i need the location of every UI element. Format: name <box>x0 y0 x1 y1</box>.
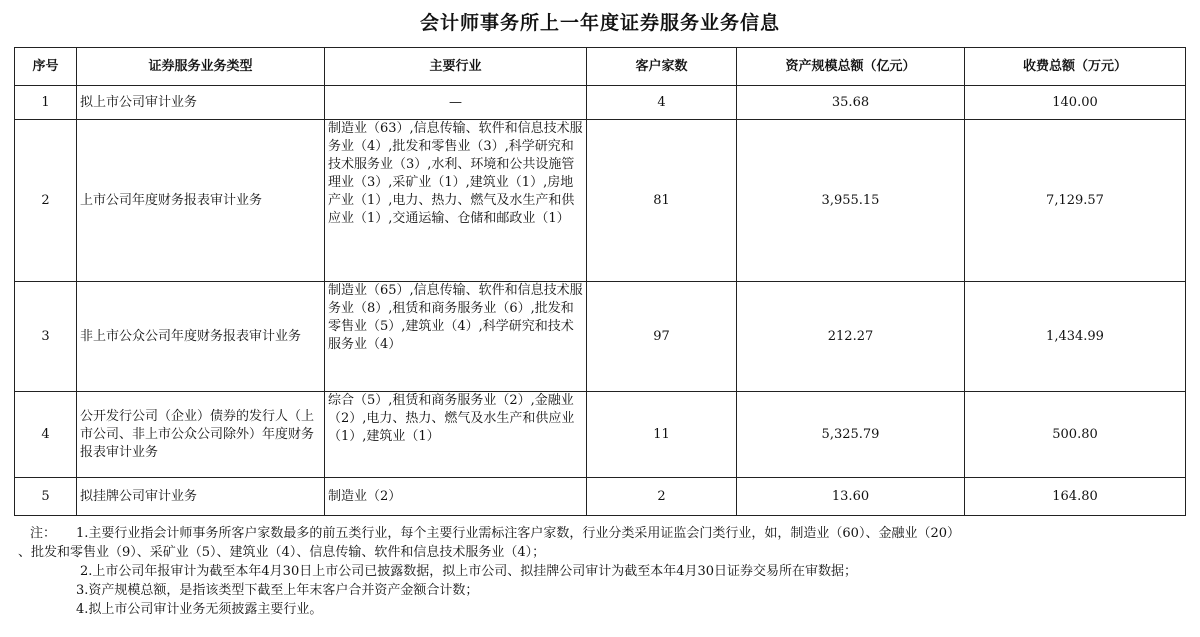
table-header-row <box>15 48 1186 86</box>
document-title: 会计师事务所上一年度证券服务业务信息 <box>419 12 780 34</box>
cell-no: 3 <box>15 282 77 392</box>
cell-total-fees: 1,434.99 <box>965 282 1186 392</box>
table-row <box>15 478 1186 516</box>
note-item: 2.上市公司年报审计为截至本年4月30日上市公司已披露数据，拟上市公司、拟挂牌公司审计为截至本年4月30日证券交易所在审数据； <box>80 564 858 579</box>
note-item: 3.资产规模总额，是指该类型下截至上年末客户合并资产金额合计数； <box>76 583 479 598</box>
cell-main-industry: 制造业（65）,信息传输、软件和信息技术服务业（8）,租赁和商务服务业（6）,批发和零售业（5）,建筑业（4）,科学研究和技术服务业（4） <box>325 282 587 392</box>
table-row <box>15 282 1186 392</box>
note-item: 4.拟上市公司审计业务无须披露主要行业。 <box>76 602 323 617</box>
cell-no: 2 <box>15 120 77 282</box>
header-total-fees: 收费总额（万元） <box>965 48 1186 86</box>
cell-total-fees: 140.00 <box>965 86 1186 120</box>
header-total-assets: 资产规模总额（亿元） <box>737 48 965 86</box>
cell-client-count: 11 <box>587 392 737 478</box>
securities-service-table <box>14 47 1186 516</box>
cell-total-assets: 5,325.79 <box>737 392 965 478</box>
cell-client-count: 81 <box>587 120 737 282</box>
cell-no: 1 <box>15 86 77 120</box>
table-row <box>15 86 1186 120</box>
header-client-count: 客户家数 <box>587 48 737 86</box>
notes-label: 注： <box>30 526 57 541</box>
cell-main-industry: 制造业（2） <box>325 478 587 516</box>
table-row <box>15 120 1186 282</box>
cell-client-count: 4 <box>587 86 737 120</box>
header-no: 序号 <box>15 48 77 86</box>
cell-total-assets: 35.68 <box>737 86 965 120</box>
cell-main-industry: 制造业（63）,信息传输、软件和信息技术服务业（4）,批发和零售业（3）,科学研究和技术服务业（3）,水利、环境和公共设施管理业（3）,采矿业（1）,建筑业（1）,房地产业（1）,电力、热力、燃气及水生产和供应业（1）,交通运输、仓储和邮政业（1） <box>325 120 587 282</box>
cell-main-industry: — <box>325 86 587 120</box>
cell-service-type: 公开发行公司（企业）债券的发行人（上市公司、非上市公众公司除外）年度财务报表审计业务 <box>77 392 325 478</box>
cell-no: 5 <box>15 478 77 516</box>
cell-total-assets: 212.27 <box>737 282 965 392</box>
header-service-type: 证券服务业务类型 <box>77 48 325 86</box>
footnotes <box>14 524 1186 619</box>
cell-total-fees: 500.80 <box>965 392 1186 478</box>
cell-total-fees: 164.80 <box>965 478 1186 516</box>
cell-service-type: 非上市公众公司年度财务报表审计业务 <box>77 282 325 392</box>
header-main-industry: 主要行业 <box>325 48 587 86</box>
cell-service-type: 上市公司年度财务报表审计业务 <box>77 120 325 282</box>
cell-no: 4 <box>15 392 77 478</box>
note-item-continued: 、批发和零售业（9）、采矿业（5）、建筑业（4）、信息传输、软件和信息技术服务业（4）； <box>18 545 546 560</box>
note-item: 1.主要行业指会计师事务所客户家数最多的前五类行业，每个主要行业需标注客户家数，行业分类采用证监会门类行业，如，制造业（60）、金融业（20） <box>76 526 960 541</box>
table-row <box>15 392 1186 478</box>
cell-total-fees: 7,129.57 <box>965 120 1186 282</box>
cell-total-assets: 3,955.15 <box>737 120 965 282</box>
cell-main-industry: 综合（5）,租赁和商务服务业（2）,金融业（2）,电力、热力、燃气及水生产和供应业（1）,建筑业（1） <box>325 392 587 478</box>
cell-total-assets: 13.60 <box>737 478 965 516</box>
cell-client-count: 2 <box>587 478 737 516</box>
cell-service-type: 拟上市公司审计业务 <box>77 86 325 120</box>
cell-client-count: 97 <box>587 282 737 392</box>
cell-service-type: 拟挂牌公司审计业务 <box>77 478 325 516</box>
